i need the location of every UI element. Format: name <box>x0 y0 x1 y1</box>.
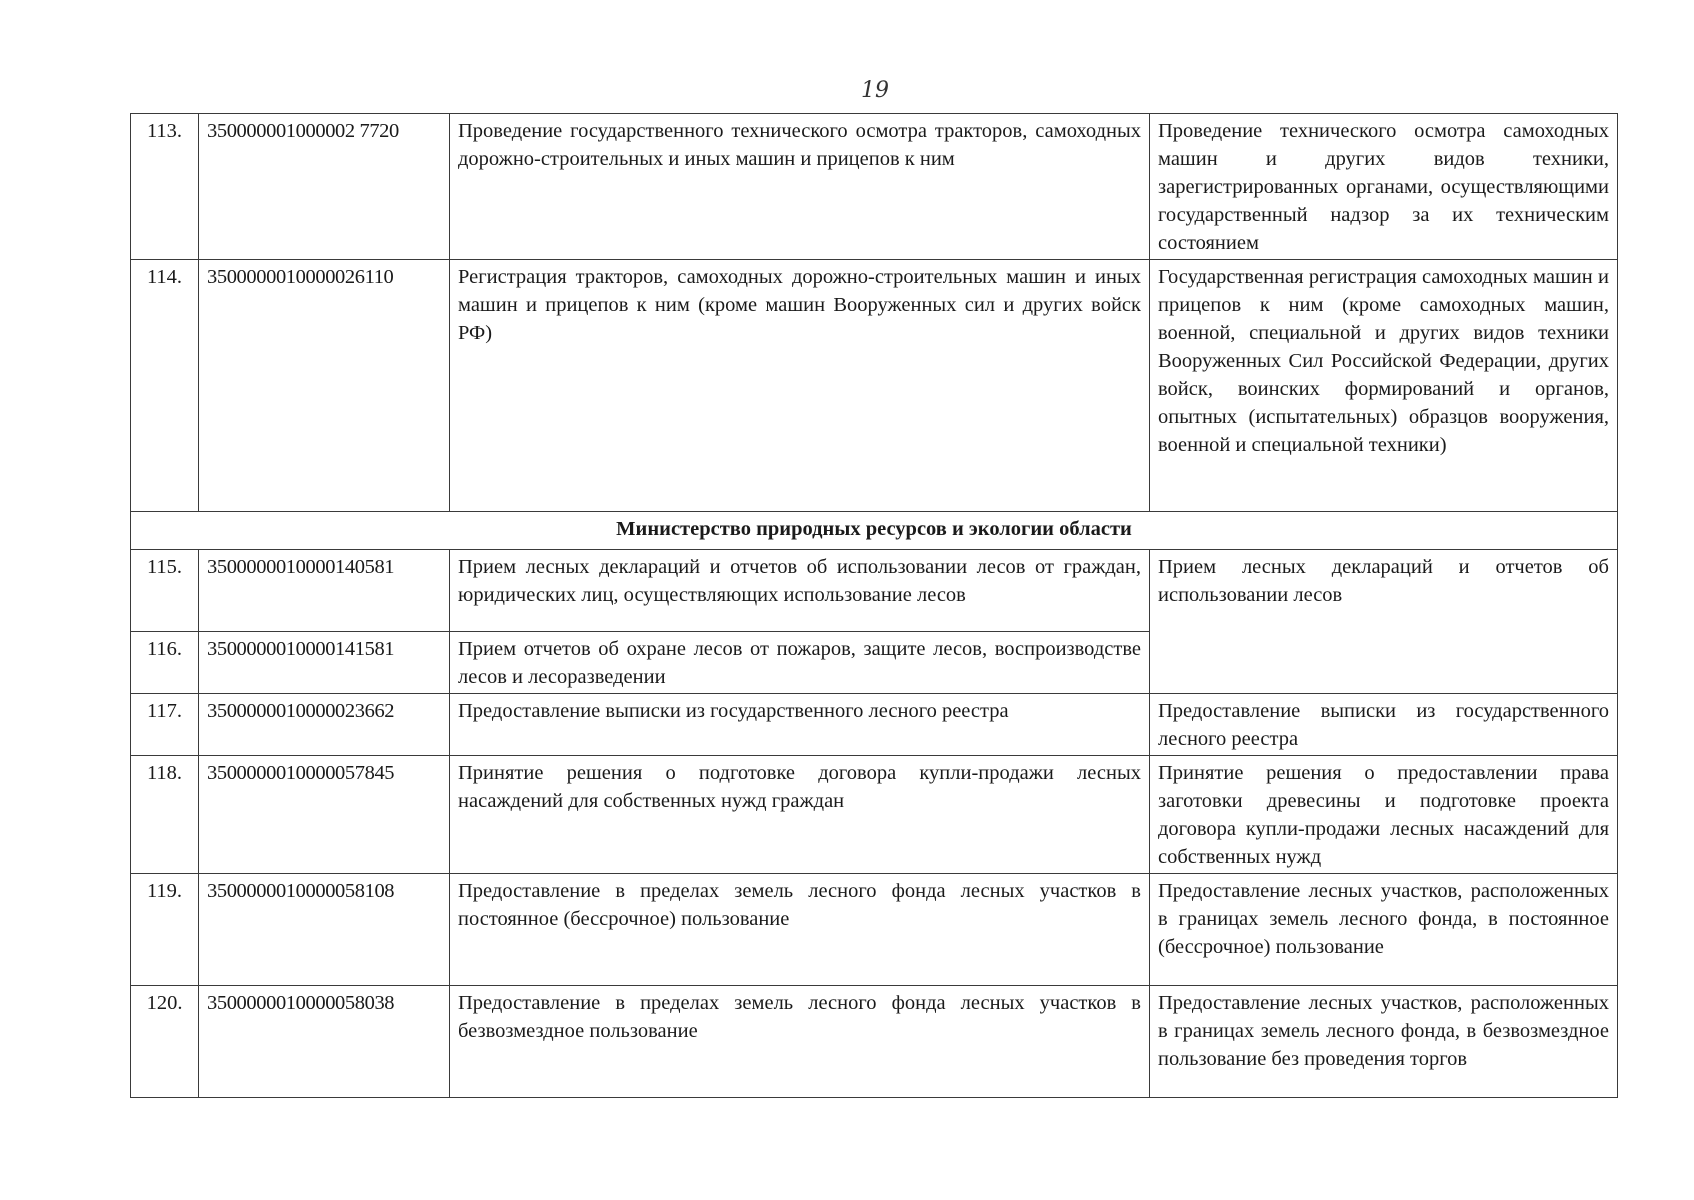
page-number: 19 <box>861 78 889 103</box>
standard-service-name: Государственная регистрация самоходных машин и прицепов к ним (кроме самоходных машин, военной, специальной и других видов техники Вооруженных Сил Российской Федерации, других войск, воинских формирований и органов, опытных (испытательных) образцов вооружения, военной и специальной техники) <box>1150 260 1618 512</box>
table-row <box>131 874 1618 986</box>
table-row <box>131 756 1618 874</box>
table-row <box>131 694 1618 756</box>
service-code: 3500000010000141581 <box>199 632 450 694</box>
row-number: 118. <box>131 756 199 874</box>
row-number: 113. <box>131 114 199 260</box>
table-row <box>131 260 1618 512</box>
row-number: 116. <box>131 632 199 694</box>
service-code: 3500000010000057845 <box>199 756 450 874</box>
standard-service-name: Предоставление лесных участков, расположенных в границах земель лесного фонда, в безвозмездное пользование без проведения торгов <box>1150 986 1618 1098</box>
standard-service-name: Прием лесных деклараций и отчетов об использовании лесов <box>1150 550 1618 694</box>
service-code: 3500000010000140581 <box>199 550 450 632</box>
services-table <box>130 113 1618 1098</box>
service-code: 3500000010000058038 <box>199 986 450 1098</box>
standard-service-name: Предоставление лесных участков, расположенных в границах земель лесного фонда, в постоянное (бессрочное) пользование <box>1150 874 1618 986</box>
table-row <box>131 550 1618 632</box>
row-number: 114. <box>131 260 199 512</box>
standard-service-name: Принятие решения о предоставлении права заготовки древесины и подготовке проекта договора купли-продажи лесных насаждений для собственных нужд <box>1150 756 1618 874</box>
service-code: 3500000010000058108 <box>199 874 450 986</box>
service-name: Предоставление выписки из государственного лесного реестра <box>450 694 1150 756</box>
service-name: Прием отчетов об охране лесов от пожаров, защите лесов, воспроизводстве лесов и лесоразведении <box>450 632 1150 694</box>
service-code: 350000001000002 7720 <box>199 114 450 260</box>
service-name: Принятие решения о подготовке договора купли-продажи лесных насаждений для собственных нужд граждан <box>450 756 1150 874</box>
service-name: Регистрация тракторов, самоходных дорожно-строительных машин и иных машин и прицепов к ним (кроме машин Вооруженных сил и других войск РФ) <box>450 260 1150 512</box>
service-name: Предоставление в пределах земель лесного фонда лесных участков в постоянное (бессрочное) пользование <box>450 874 1150 986</box>
row-number: 115. <box>131 550 199 632</box>
row-number: 120. <box>131 986 199 1098</box>
section-row <box>131 512 1618 550</box>
table-row <box>131 986 1618 1098</box>
service-name: Проведение государственного технического осмотра тракторов, самоходных дорожно-строительных и иных машин и прицепов к ним <box>450 114 1150 260</box>
table-row <box>131 114 1618 260</box>
service-name: Прием лесных деклараций и отчетов об использовании лесов от граждан, юридических лиц, осуществляющих использование лесов <box>450 550 1150 632</box>
service-code: 3500000010000026110 <box>199 260 450 512</box>
row-number: 117. <box>131 694 199 756</box>
standard-service-name: Предоставление выписки из государственного лесного реестра <box>1150 694 1618 756</box>
service-name: Предоставление в пределах земель лесного фонда лесных участков в безвозмездное пользование <box>450 986 1150 1098</box>
service-code: 3500000010000023662 <box>199 694 450 756</box>
section-title: Министерство природных ресурсов и экологии области <box>131 512 1618 550</box>
standard-service-name: Проведение технического осмотра самоходных машин и других видов техники, зарегистрированных органами, осуществляющими государственный надзор за их техническим состоянием <box>1150 114 1618 260</box>
row-number: 119. <box>131 874 199 986</box>
